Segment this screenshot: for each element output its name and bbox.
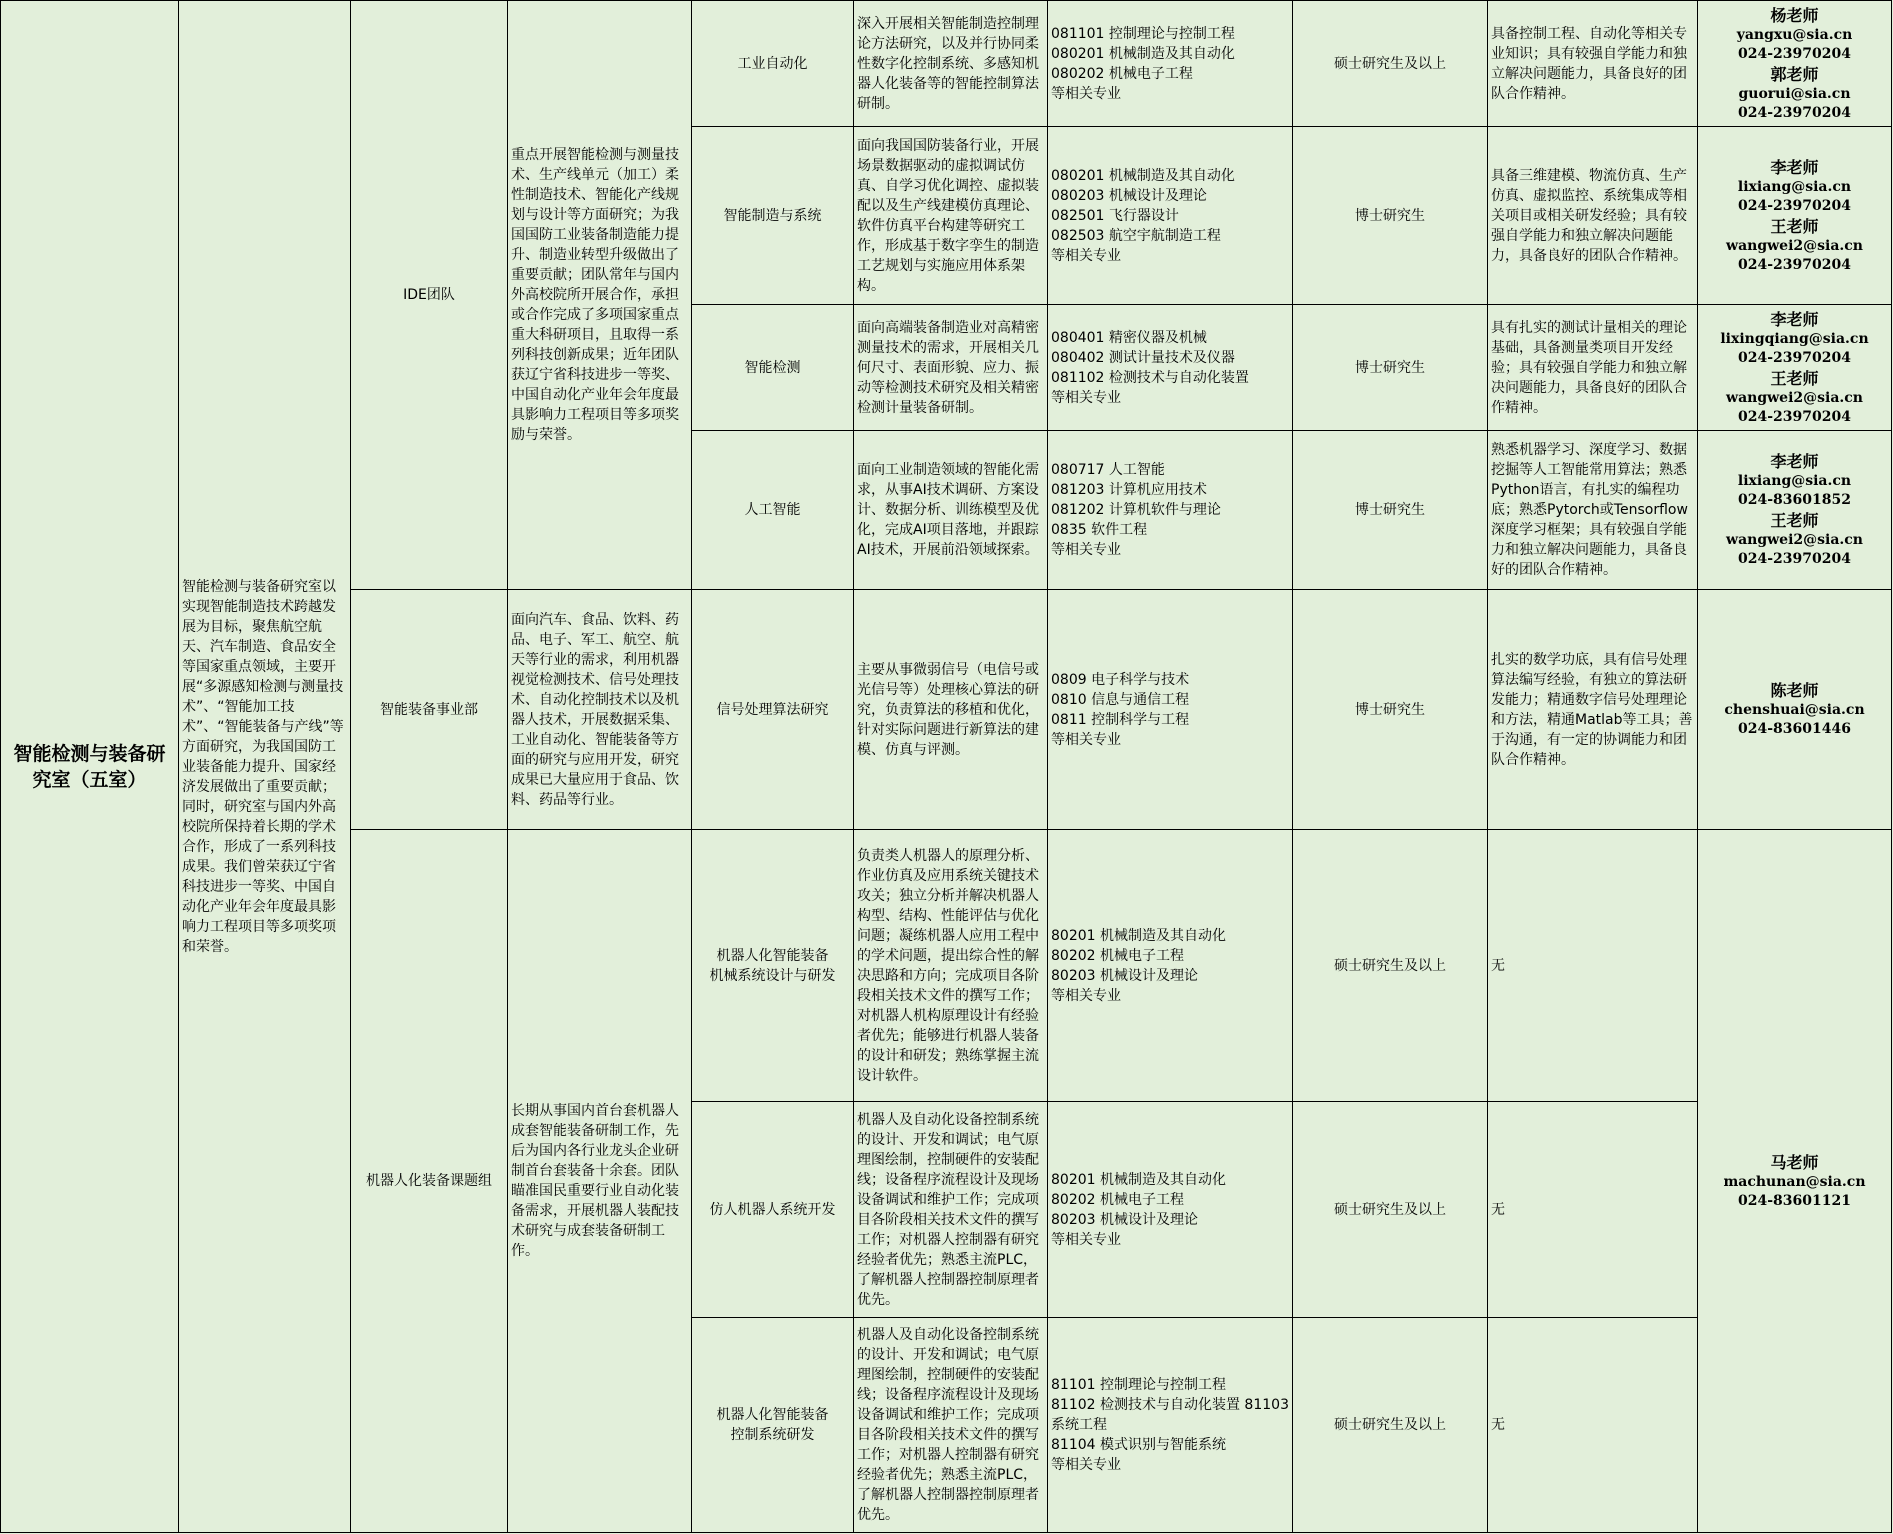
position-majors: 81101 控制理论与控制工程 81102 检测技术与自动化装置 81103 系统工程 81104 模式识别与智能系统 等相关专业 [1048,1318,1293,1533]
position-majors: 081101 控制理论与控制工程 080201 机械制造及其自动化 080202 机械电子工程 等相关专业 [1048,1,1293,127]
position-desc: 机器人及自动化设备控制系统的设计、开发和调试；电气原理图绘制，控制硬件的安装配线；设备程序流程设计及现场设备调试和维护工作；完成项目各阶段相关技术文件的撰写工作；对机器人控制器有研究经验者优先；熟悉主流PLC，了解机器人控制器控制原理者优先。 [854,1318,1048,1533]
contact-cell [1698,830,1892,1533]
position-degree: 硕士研究生及以上 [1293,1,1488,127]
team-name: 智能装备事业部 [380,701,478,718]
position-title: 人工智能 [692,431,854,590]
contact-phone: 024-23970204 [1738,551,1851,567]
team-name-cell [351,590,508,830]
lab-name-cell [1,1,179,1533]
position-title: 信号处理算法研究 [692,590,854,830]
position-degree: 硕士研究生及以上 [1293,1318,1488,1533]
position-desc: 面向工业制造领域的智能化需求，从事AI技术调研、方案设计、数据分析、训练模型及优化，完成AI项目落地，并跟踪AI技术，开展前沿领域探索。 [854,431,1048,590]
position-majors: 080201 机械制造及其自动化 080203 机械设计及理论 082501 飞行器设计 082503 航空宇航制造工程 等相关专业 [1048,127,1293,305]
contact-name: 李老师 [1770,452,1819,471]
position-title: 机器人化智能装备 机械系统设计与研发 [692,830,854,1102]
contact-phone: 024-83601446 [1738,721,1851,737]
position-desc: 负责类人机器人的原理分析、作业仿真及应用系统关键技术攻关；独立分析并解决机器人构型、结构、性能评估与优化问题；凝练机器人应用工程中的学术问题，提出综合性的解决思路和方向；完成项目各阶段相关技术文件的撰写工作；对机器人机构原理设计有经验者优先；能够进行机器人装备的设计和研发；熟练掌握主流设计软件。 [854,830,1048,1102]
position-degree: 硕士研究生及以上 [1293,1102,1488,1318]
contact-phone: 024-23970204 [1738,104,1851,121]
position-degree: 硕士研究生及以上 [1293,830,1488,1102]
contact-phone: 024-23970204 [1738,45,1851,62]
contact-phone: 024-23970204 [1738,256,1851,273]
position-majors: 80201 机械制造及其自动化 80202 机械电子工程 80203 机械设计及理论 等相关专业 [1048,830,1293,1102]
contact-email[interactable]: guorui@sia.cn [1738,85,1851,102]
position-majors: 0809 电子科学与技术 0810 信息与通信工程 0811 控制科学与工程 等相关专业 [1048,590,1293,830]
contact-name: 郭老师 [1770,64,1819,84]
contact-phone: 024-83601852 [1738,492,1851,508]
position-majors: 080401 精密仪器及机械 080402 测试计量技术及仪器 081102 检测技术与自动化装置 等相关专业 [1048,305,1293,431]
contact-name: 杨老师 [1770,5,1819,25]
position-title: 机器人化智能装备 控制系统研发 [692,1318,854,1533]
position-requirements: 具备控制工程、自动化等相关专业知识；具有较强自学能力和独立解决问题能力，具备良好的团队合作精神。 [1488,1,1698,127]
contact-cell [1698,590,1892,830]
position-title: 工业自动化 [692,1,854,127]
contact-name: 李老师 [1770,309,1819,329]
contact-name: 李老师 [1770,157,1819,177]
contact-name: 王老师 [1770,216,1819,236]
team-intro: 重点开展智能检测与测量技术、生产线单元（加工）柔性制造技术、智能化产线规划与设计等方面研究；为我国国防工业装备制造能力提升、制造业转型升级做出了重要贡献；团队常年与国内外高校院所开展合作，承担或合作完成了多项国家重点重大科研项目，且取得一系列科技创新成果；近年团队获辽宁省科技进步一等奖、中国自动化产业年会年度最具影响力工程项目等多项奖励与荣誉。 [511,147,679,443]
team-intro-cell [508,830,692,1533]
contact-phone: 024-23970204 [1738,197,1851,214]
position-requirements: 无 [1488,1318,1698,1533]
contact-cell [1698,1,1892,127]
team-intro-cell [508,590,692,830]
contact-email[interactable]: yangxu@sia.cn [1736,26,1853,43]
contact-email[interactable]: wangwei2@sia.cn [1726,389,1863,406]
contact-email[interactable]: lixingqiang@sia.cn [1720,330,1869,347]
team-name-cell [351,1,508,590]
team-name: 机器人化装备课题组 [366,1173,492,1189]
position-title: 智能检测 [692,305,854,431]
team-name: IDE团队 [403,287,455,303]
contact-phone: 024-23970204 [1738,408,1851,425]
team-intro: 面向汽车、食品、饮料、药品、电子、军工、航空、航天等行业的需求，利用机器视觉检测技术、信号处理技术、自动化控制技术以及机器人技术，开展数据采集、工业自动化、智能装备等方面的研究与应用开发，研究成果已大量应用于食品、饮料、药品等行业。 [511,611,679,808]
contact-cell [1698,305,1892,431]
contact-email[interactable]: machunan@sia.cn [1723,1173,1866,1190]
team-intro-cell [508,1,692,590]
position-desc: 面向我国国防装备行业，开展场景数据驱动的虚拟调试仿真、自学习优化调控、虚拟装配以及生产线建模仿真理论、软件仿真平台构建等研究工作，形成基于数字孪生的制造工艺规划与实施应用体系架构。 [854,127,1048,305]
position-requirements: 具备三维建模、物流仿真、生产仿真、虚拟监控、系统集成等相关项目或相关研发经验；具有较强自学能力和独立解决问题能力，具备良好的团队合作精神。 [1488,127,1698,305]
position-desc: 机器人及自动化设备控制系统的设计、开发和调试；电气原理图绘制，控制硬件的安装配线；设备程序流程设计及现场设备调试和维护工作；完成项目各阶段相关技术文件的撰写工作；对机器人控制器有研究经验者优先；熟悉主流PLC，了解机器人控制器控制原理者优先。 [854,1102,1048,1318]
position-requirements: 扎实的数学功底，具有信号处理算法编写经验，有独立的算法研发能力；精通数字信号处理理论和方法，精通Matlab等工具；善于沟通，有一定的协调能力和团队合作精神。 [1488,590,1698,830]
contact-email[interactable]: wangwei2@sia.cn [1726,237,1863,254]
position-degree: 博士研究生 [1293,431,1488,590]
position-title: 智能制造与系统 [692,127,854,305]
lab-intro: 智能检测与装备研究室以实现智能制造技术跨越发展为目标，聚焦航空航天、汽车制造、食品安全等国家重点领域，主要开展“多源感知检测与测量技术”、“智能加工技术”、“智能装备与产线”等方面研究，为我国国防工业装备能力提升、国家经济发展做出了重要贡献；同时，研究室与国内外高校院所保持着长期的学术合作，形成了一系列科技成果。我们曾荣获辽宁省科技进步一等奖、中国自动化产业年会年度最具影响力工程项目等多项奖项和荣誉。 [182,578,344,955]
contact-email[interactable]: wangwei2@sia.cn [1726,532,1863,548]
position-requirements: 具有扎实的测试计量相关的理论基础，具备测量类项目开发经验；具有较强自学能力和独立解决问题能力，具备良好的团队合作精神。 [1488,305,1698,431]
position-requirements: 熟悉机器学习、深度学习、数据挖掘等人工智能常用算法；熟悉Python语言，有扎实的编程功底；熟悉Pytorch或Tensorflow深度学习框架；具有较强自学能力和独立解决问题能力，具备良好的团队合作精神。 [1488,431,1698,590]
contact-email[interactable]: lixiang@sia.cn [1737,178,1852,195]
table-row [1,1,1892,127]
position-majors: 080717 人工智能 081203 计算机应用技术 081202 计算机软件与理论 0835 软件工程 等相关专业 [1048,431,1293,590]
team-name-cell [351,830,508,1533]
contact-email[interactable]: lixiang@sia.cn [1737,473,1852,489]
position-requirements: 无 [1488,1102,1698,1318]
position-degree: 博士研究生 [1293,305,1488,431]
position-requirements: 无 [1488,830,1698,1102]
contact-phone: 024-83601121 [1738,1192,1851,1209]
lab-intro-cell [179,1,351,1533]
lab-name: 智能检测与装备研究室（五室） [13,742,166,791]
position-desc: 面向高端装备制造业对高精密测量技术的需求，开展相关几何尺寸、表面形貌、应力、振动等检测技术研究及相关精密检测计量装备研制。 [854,305,1048,431]
contact-name: 马老师 [1770,1152,1819,1172]
contact-cell [1698,127,1892,305]
team-intro: 长期从事国内首台套机器人成套智能装备研制工作，先后为国内各行业龙头企业研制首台套装备十余套。团队瞄准国民重要行业自动化装备需求，开展机器人装配技术研究与成套装备研制工作。 [511,1103,679,1259]
position-title: 仿人机器人系统开发 [692,1102,854,1318]
contact-name: 王老师 [1770,368,1819,388]
contact-name: 王老师 [1770,511,1819,530]
position-desc: 深入开展相关智能制造控制理论方法研究，以及并行协同柔性数字化控制系统、多感知机器人化装备等的智能控制算法研制。 [854,1,1048,127]
position-degree: 博士研究生 [1293,127,1488,305]
contact-phone: 024-23970204 [1738,349,1851,366]
contact-email[interactable]: chenshuai@sia.cn [1724,702,1865,718]
position-majors: 80201 机械制造及其自动化 80202 机械电子工程 80203 机械设计及理论 等相关专业 [1048,1102,1293,1318]
position-desc: 主要从事微弱信号（电信号或光信号等）处理核心算法的研究，负责算法的移植和优化，针对实际问题进行新算法的建模、仿真与评测。 [854,590,1048,830]
position-degree: 博士研究生 [1293,590,1488,830]
contact-cell [1698,431,1892,590]
contact-name: 陈老师 [1770,681,1819,700]
